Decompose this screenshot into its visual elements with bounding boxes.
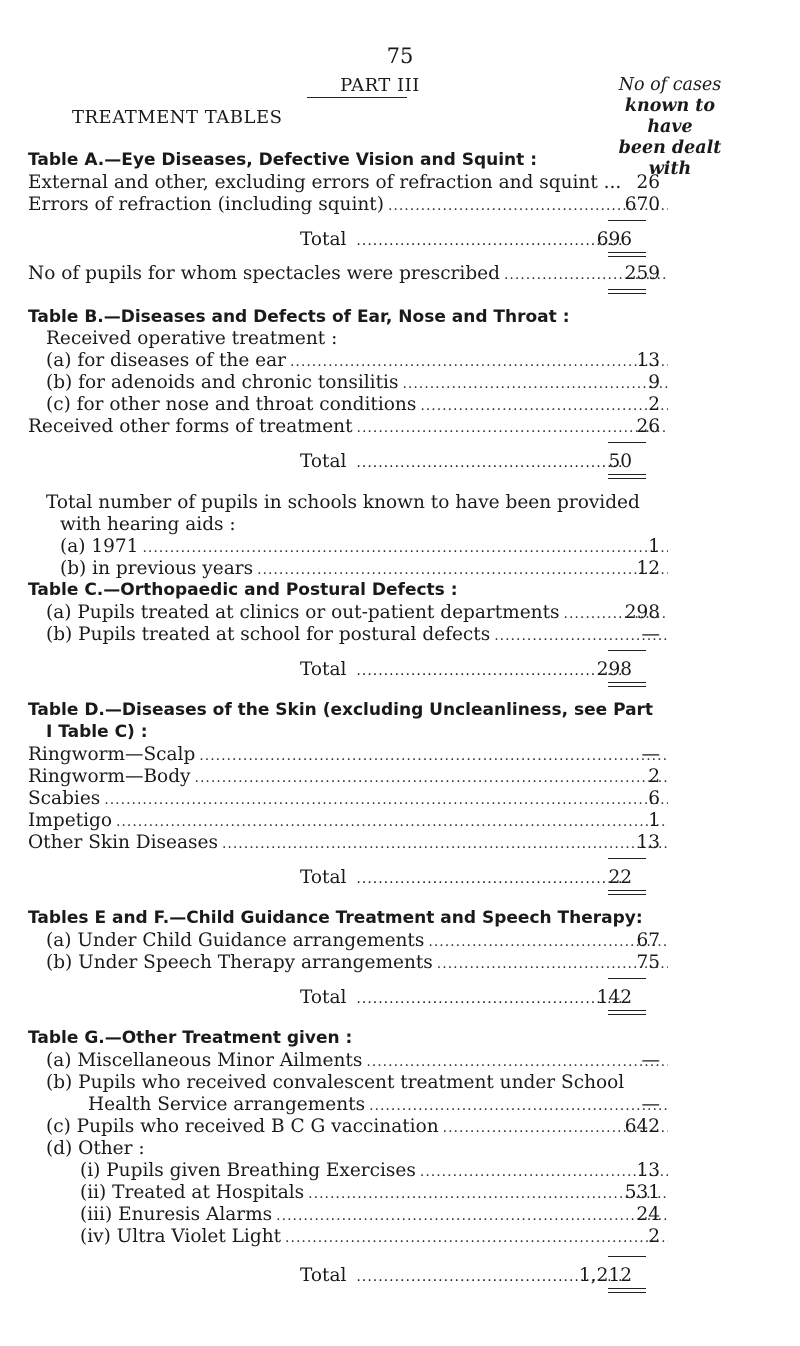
total-row: Total ..... 22: [300, 867, 630, 889]
page-number: 75: [386, 44, 414, 68]
total-double-rule: [608, 1288, 646, 1293]
table-row: (a) Pupils treated at clinics or out-patient departments ..... 298: [46, 602, 668, 624]
subtotal-rule: [608, 220, 646, 221]
table-row: Scabies ..... 6: [28, 788, 668, 810]
table-row: (ii) Treated at Hospitals ..... 531: [80, 1182, 668, 1204]
table-row: (a) Under Child Guidance arrangements ..... 67: [46, 930, 668, 952]
table-row: No of pupils for whom spectacles were prescribed ..... 259: [28, 263, 668, 285]
table-row: (b) for adenoids and chronic tonsilitis ..... 9: [46, 372, 668, 394]
table-row: Received other forms of treatment ..... 26: [28, 416, 668, 438]
table-row: (b) Pupils treated at school for postural defects ..... —: [46, 624, 668, 646]
table-d-heading-continued: I Table C) :: [46, 722, 148, 742]
table-row: (a) Miscellaneous Minor Ailments ..... —: [46, 1050, 668, 1072]
total-double-rule: [608, 890, 646, 895]
table-row: Ringworm—Body ..... 2: [28, 766, 668, 788]
table-row: Impetigo ..... 1: [28, 810, 668, 832]
total-double-rule: [608, 474, 646, 479]
total-row: Total ..... 696: [300, 229, 630, 251]
table-c-heading: Table C.—Orthopaedic and Postural Defects :: [28, 580, 458, 600]
subtotal-rule: [608, 1256, 646, 1257]
total-double-rule: [608, 1010, 646, 1015]
total-row: Total ..... 50: [300, 451, 630, 473]
table-row: (d) Other :: [46, 1138, 145, 1159]
table-g-heading: Table G.—Other Treatment given :: [28, 1028, 353, 1048]
column-header-line: been dealt with: [618, 138, 722, 179]
section-title: TREATMENT TABLES: [72, 107, 283, 128]
column-header-line: No of cases: [618, 75, 722, 95]
table-ef-heading: Tables E and F.—Child Guidance Treatment and Speech Therapy:: [28, 908, 643, 928]
total-double-rule: [608, 289, 646, 294]
table-d-heading: Table D.—Diseases of the Skin (excluding Uncleanliness, see Part: [28, 700, 654, 720]
table-row: External and other, excluding errors of refraction and squint ... 26: [28, 172, 660, 193]
table-row: (b) Under Speech Therapy arrangements ..... 75: [46, 952, 668, 974]
table-row: (iv) Ultra Violet Light ..... 2: [80, 1226, 668, 1248]
subtotal-rule: [608, 978, 646, 979]
table-row: (b) in previous years ..... 12: [60, 558, 668, 580]
total-double-rule: [608, 252, 646, 257]
table-subheading: Received operative treatment :: [46, 328, 338, 349]
hearing-aids-text: with hearing aids :: [60, 514, 236, 535]
table-row: (c) Pupils who received B C G vaccination ..... 642: [46, 1116, 668, 1138]
subtotal-rule: [608, 858, 646, 859]
table-row: (a) 1971 ..... 1: [60, 536, 668, 558]
table-row: (b) Pupils who received convalescent treatment under School: [46, 1072, 625, 1093]
table-row: (i) Pupils given Breathing Exercises ..... 13: [80, 1160, 668, 1182]
part-title: PART III: [340, 75, 420, 96]
table-row: Errors of refraction (including squint) ..... 670: [28, 194, 668, 216]
subtotal-rule: [608, 650, 646, 651]
table-row: Other Skin Diseases ..... 13: [28, 832, 668, 854]
total-row: Total ..... 298: [300, 659, 630, 681]
total-row: Total ..... 142: [300, 987, 630, 1009]
table-row: (a) for diseases of the ear ..... 13: [46, 350, 668, 372]
hearing-aids-text: Total number of pupils in schools known to have been provided: [46, 492, 640, 513]
table-b-heading: Table B.—Diseases and Defects of Ear, Nose and Throat :: [28, 307, 570, 327]
column-header-line: known to have: [624, 96, 716, 137]
total-row: Total ..... 1,212: [300, 1265, 630, 1287]
table-row: Ringworm—Scalp ..... —: [28, 744, 668, 766]
subtotal-rule: [608, 442, 646, 443]
title-rule: [307, 97, 407, 98]
table-a-heading: Table A.—Eye Diseases, Defective Vision and Squint :: [28, 150, 538, 170]
table-row: (iii) Enuresis Alarms ..... 24: [80, 1204, 668, 1226]
table-row: (c) for other nose and throat conditions ..... 2: [46, 394, 668, 416]
total-double-rule: [608, 682, 646, 687]
table-row: Health Service arrangements ..... —: [88, 1094, 668, 1116]
